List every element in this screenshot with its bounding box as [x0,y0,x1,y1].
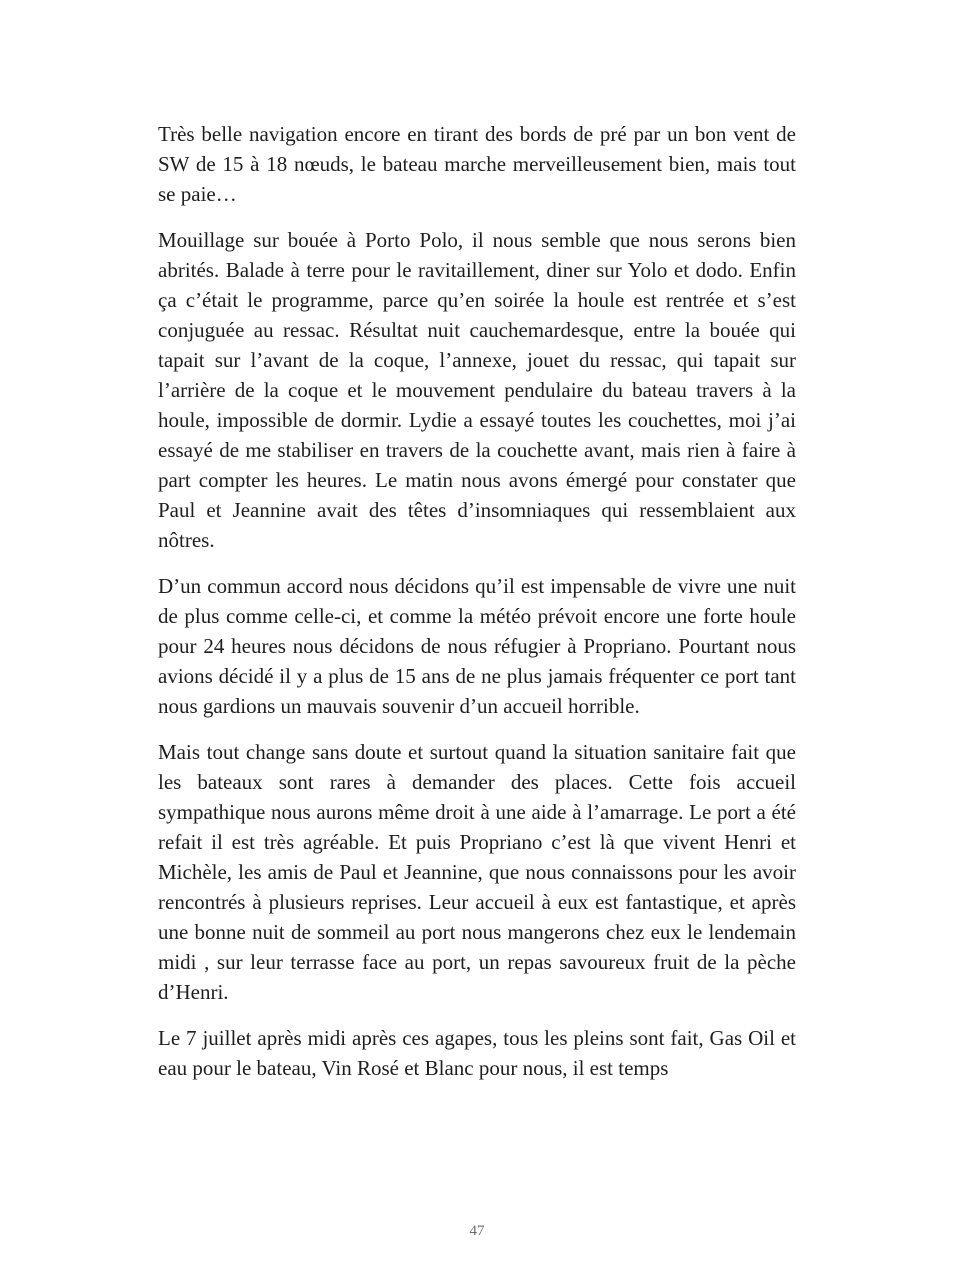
paragraph-5: Le 7 juillet après midi après ces agapes, tous les pleins sont fait, Gas Oil et eau pour le bateau, Vin Rosé et Blanc pour nous, il est temps [158,1026,796,1080]
paragraph-1: Très belle navigation encore en tirant des bords de pré par un bon vent de SW de 15 à 18 nœuds, le bateau marche merveilleusement bien, mais tout se paie… [158,122,796,206]
paragraph-2: Mouillage sur bouée à Porto Polo, il nous semble que nous serons bien abrités. Balade à terre pour le ravitaillement, diner sur Yolo et dodo. Enfin ça c’était le programme, parce qu’en soirée la houle est rentrée et s’est conjuguée au ressac. Résultat nuit cauchemardesque, entre la bouée qui tapait sur l’avant de la coque, l’annexe, jouet du ressac, qui tapait sur l’arrière de la coque et le mouvement pendulaire du bateau travers à la houle, impossible de dormir. Lydie a essayé toutes les couchettes, moi j’ai essayé de me stabiliser en travers de la couchette avant, mais rien à faire à part compter les heures. Le matin nous avons émergé pour constater que Paul et Jeannine avait des têtes d’insomniaques qui ressemblaient aux nôtres. [158,228,796,552]
paragraph-3: D’un commun accord nous décidons qu’il est impensable de vivre une nuit de plus comme celle-ci, et comme la météo prévoit encore une forte houle pour 24 heures nous décidons de nous réfugier à Propriano. Pourtant nous avions décidé il y a plus de 15 ans de ne plus jamais fréquenter ce port tant nous gardions un mauvais souvenir d’un accueil horrible. [158,574,796,718]
page-number: 47 [469,1223,485,1239]
paragraph-4: Mais tout change sans doute et surtout quand la situation sanitaire fait que les bateaux sont rares à demander des places. Cette fois accueil sympathique nous aurons même droit à une aide à l’amarrage. Le port a été refait il est très agréable. Et puis Propriano c’est là que vivent Henri et Michèle, les amis de Paul et Jeannine, que nous connaissons pour les avoir rencontrés à plusieurs reprises. Leur accueil à eux est fantastique, et après une bonne nuit de sommeil au port nous mangerons chez eux le lendemain midi , sur leur terrasse face au port, un repas savoureux fruit de la pèche d’Henri. [158,740,796,1004]
body-text [158,119,796,1099]
